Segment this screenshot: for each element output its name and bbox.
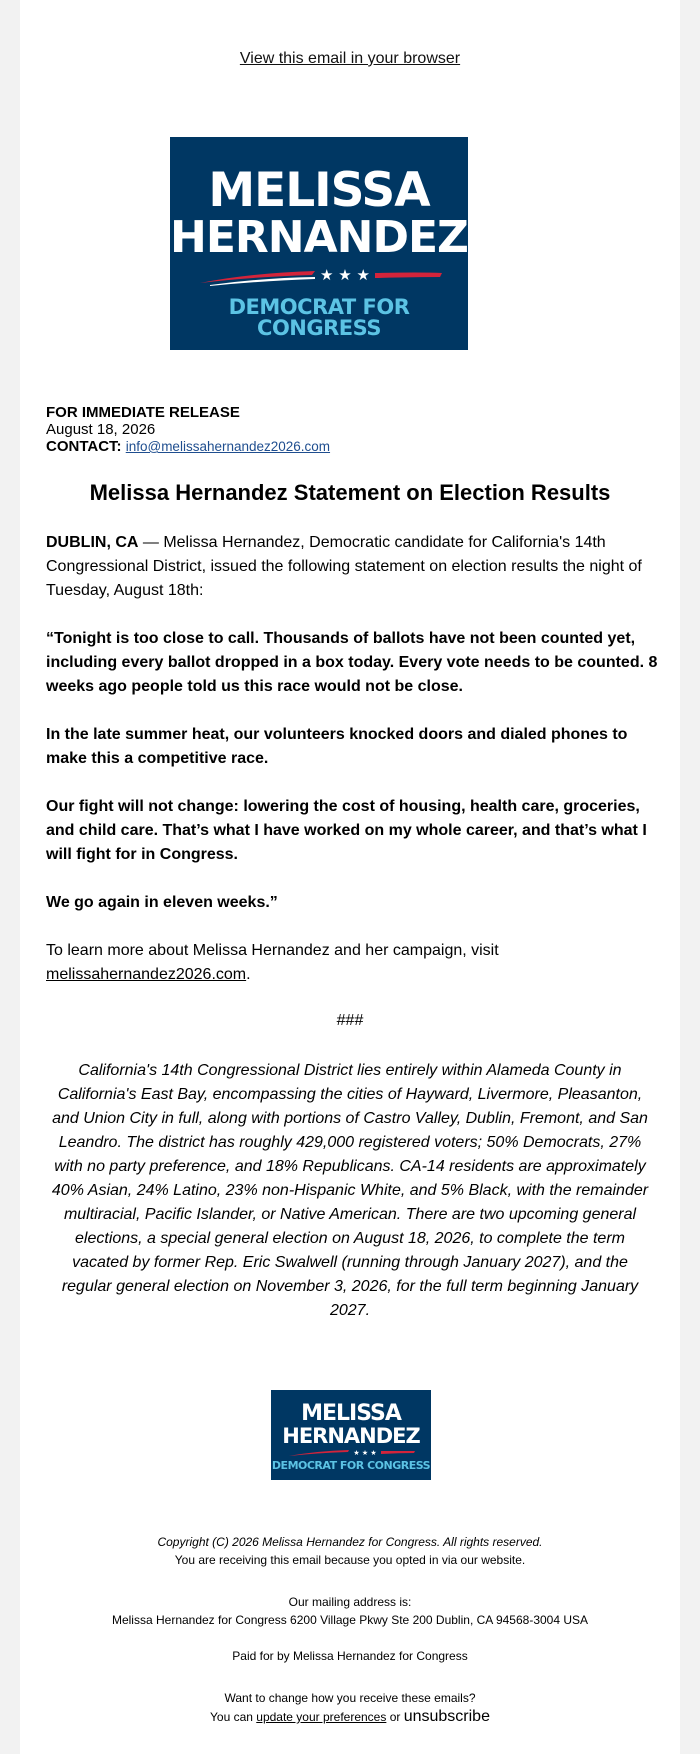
- campaign-logo: [170, 137, 468, 350]
- footer-paid-for: Paid for by Melissa Hernandez for Congress: [232, 1649, 468, 1663]
- logo-small-name-line1: MELISSA: [301, 1401, 401, 1426]
- quote-paragraph-1: “Tonight is too close to call. Thousands of ballots have not been counted yet, including every ballot dropped in a box today. Every vote needs to be counted. 8 weeks ago people told us this race would not be close.: [46, 630, 658, 695]
- update-preferences-link[interactable]: update your preferences: [256, 1710, 387, 1724]
- learn-more-text: To learn more about Melissa Hernandez and her campaign, visit: [46, 942, 499, 959]
- campaign-logo-small: [271, 1390, 431, 1480]
- release-date: August 18, 2026: [46, 421, 156, 438]
- footer-you-can: You can: [210, 1710, 257, 1724]
- footer-preferences-line: [20, 1708, 680, 1726]
- dateline: DUBLIN, CA: [46, 534, 139, 551]
- release-label: FOR IMMEDIATE RELEASE: [46, 404, 240, 421]
- logo-white-stripe: [210, 277, 315, 286]
- footer-copyright: Copyright (C) 2026 Melissa Hernandez for Congress. All rights reserved.: [157, 1535, 543, 1549]
- unsubscribe-link[interactable]: unsubscribe: [403, 1708, 490, 1725]
- quote-paragraph-2: In the late summer heat, our volunteers knocked doors and dialed phones to make this a competitive race.: [46, 726, 628, 767]
- campaign-website-link[interactable]: melissahernandez2026.com: [46, 966, 247, 983]
- footer-mailing-label: Our mailing address is:: [288, 1595, 412, 1609]
- district-about: California's 14th Congressional District lies entirely within Alameda County in California's East Bay, encompassing the cities of Hayward, Livermore, Pleasanton, and Union City in full, along with portions of Castro Valley, Dublin, Fremont, and San Leandro. The district has roughly 429,000 registered voters; 50% Democrats, 27% with no party preference, and 18% Republicans. CA-14 residents are approximately 40% Asian, 24% Latino, 23% non-Hispanic White, and 5% Black, with the remainder multiracial, Pacific Islander, or Native American. There are two upcoming general elections, a special general election on August 18, 2026, to complete the term vacated by former Rep. Eric Swalwell (running through January 2027), and the regular general election on November 3, 2026, for the full term beginning January 2027.: [51, 1062, 649, 1319]
- logo-stars-stripe: [170, 263, 468, 291]
- contact-email-link[interactable]: info@melissahernandez2026.com: [125, 439, 331, 454]
- view-in-browser-link[interactable]: View this email in your browser: [239, 50, 461, 67]
- logo-name-line2: HERNANDEZ: [170, 212, 468, 263]
- svg-text:★ ★ ★: ★ ★ ★: [353, 1449, 377, 1457]
- quote-paragraph-3: Our fight will not change: lowering the cost of housing, health care, groceries, and child care. That’s what I have worked on my whole career, and that’s what I will fight for in Congress.: [46, 798, 647, 863]
- logo-red-stripe-right: [375, 273, 442, 279]
- contact-label: CONTACT:: [46, 438, 122, 455]
- intro-paragraph: [46, 531, 666, 603]
- logo-small-tagline: DEMOCRAT FOR CONGRESS: [271, 1459, 431, 1472]
- release-info: [46, 404, 656, 455]
- footer-receiving: You are receiving this email because you opted in via our website.: [174, 1553, 526, 1567]
- learn-more-end: .: [246, 966, 251, 983]
- logo-small-name-line2: HERNANDEZ: [282, 1424, 420, 1448]
- footer-mailing-address: Melissa Hernandez for Congress 6200 Village Pkwy Ste 200 Dublin, CA 94568-3004 USA: [111, 1613, 589, 1627]
- headline: Melissa Hernandez Statement on Election Results: [89, 480, 611, 505]
- logo-tagline: DEMOCRAT FOR CONGRESS: [228, 295, 410, 340]
- learn-more-paragraph: [46, 939, 666, 987]
- quote-paragraph-4: We go again in eleven weeks.”: [46, 894, 278, 911]
- logo-small-stars-stripe: [271, 1447, 431, 1459]
- footer-or: or: [386, 1710, 404, 1724]
- footer-change-prompt: Want to change how you receive these emails?: [224, 1691, 476, 1705]
- logo-name-line1: MELISSA: [208, 163, 430, 218]
- email-body: [20, 0, 680, 1754]
- intro-text: — Melissa Hernandez, Democratic candidate for California's 14th Congressional District, issued the following statement on election results the night of Tuesday, August 18th:: [46, 534, 642, 599]
- logo-stars: ★ ★ ★: [320, 266, 370, 284]
- section-separator: ###: [336, 1012, 364, 1029]
